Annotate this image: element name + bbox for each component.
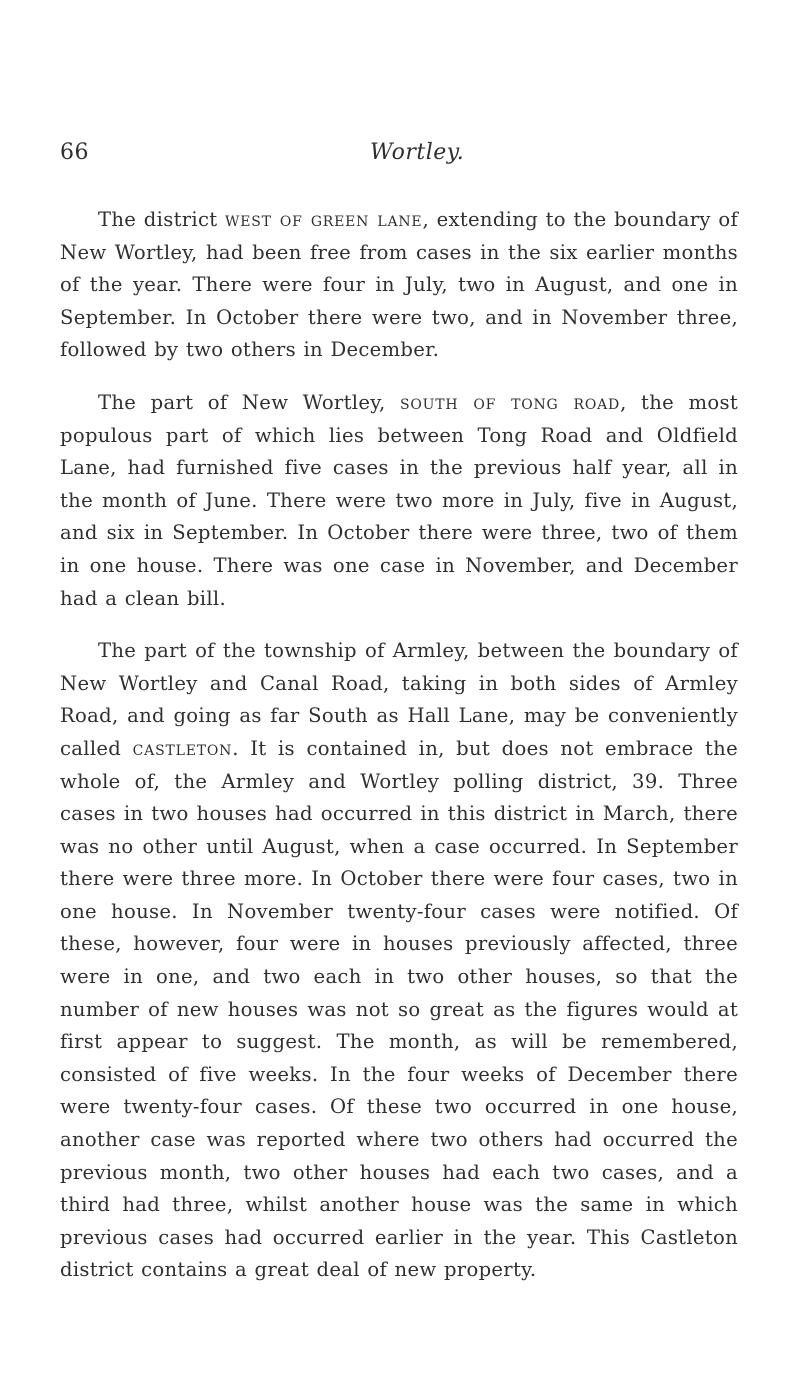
paragraph-castleton [60, 635, 738, 1287]
district-name: south of tong road [399, 390, 621, 414]
district-name: castleton [132, 736, 233, 760]
paragraph-text: The part of New Wortley, [98, 390, 400, 414]
paragraph-text: , the most populous part of which lies between Tong Road and Oldfield Lane, had furnished five cases in the previous half year, all in the month of June. There were two more in July, five in August, and six in September. In October there were three, two of them in one house. There was one case in November, and December had a clean bill. [60, 390, 738, 610]
paragraph-text: . It is contained in, but does not embrace the whole of, the Armley and Wortley polling district, 39. Three cases in two houses had occurred in this district in March, there was no other until August, when a case occurred. In September there were three more. In October there were four cases, two in one house. In November twenty-four cases were notified. Of these, however, four were in houses previously affected, three were in one, and two each in two other houses, so that the number of new houses was not so great as the figures would at first appear to suggest. The month, as will be remembered, consisted of five weeks. In the four weeks of December there were twenty-four cases. Of these two occurred in one house, another case was reported where two others had occurred the previous month, two other houses had each two cases, and a third had three, whilst another house was the same in which previous cases had occurred earlier in the year. This Castleton district contains a great deal of new property. [60, 736, 739, 1282]
paragraph-text: The district [98, 208, 226, 231]
body-text [60, 204, 738, 1307]
paragraph-text: , extending to the boundary of New Wortley, had been free from cases in the six earlier months of the year. There were four in July, two in August, and one in September. In October there were two, and in November three, followed by two others in December. [60, 208, 739, 362]
running-title: Wortley. [370, 140, 465, 165]
page-number: 66 [60, 140, 89, 165]
paragraph-west-of-green-lane [60, 204, 738, 367]
paragraph-text: The part of the township of Armley, between the boundary of New Wortley and Canal Road, taking in both sides of Armley Road, and going as far South as Hall Lane, may be conveniently called [60, 639, 738, 760]
district-name: west of green lane [225, 208, 423, 231]
running-head [60, 140, 740, 176]
paragraph-south-of-tong-road [60, 387, 738, 615]
